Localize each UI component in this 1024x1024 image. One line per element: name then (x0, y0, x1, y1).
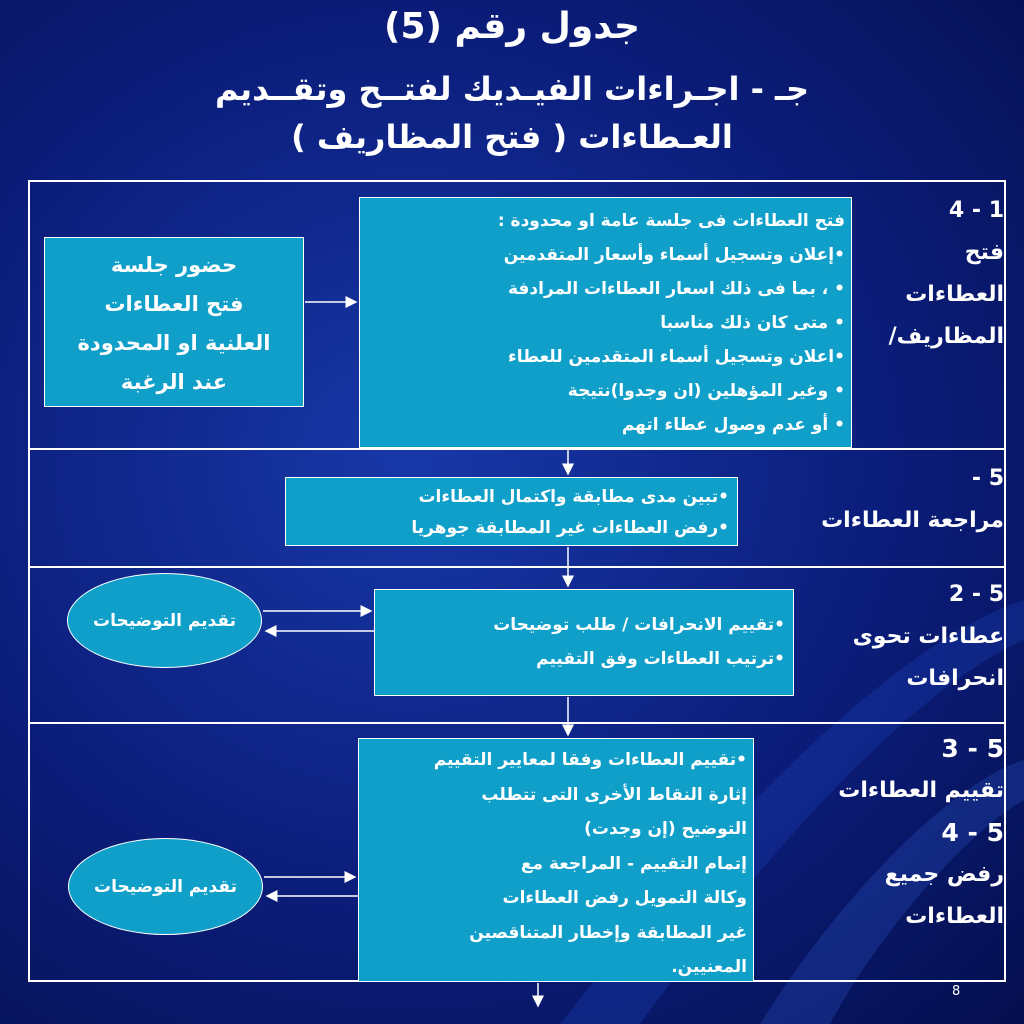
evaluation-box: •تقييم العطاءات وفقا لمعايير التقييم إثارة النقاط الأخرى التى تتطلب التوضيح (إن وجدت) إتمام التقييم - المراجعة مع وكالة التمويل رفض العطاءات غير المطابقة وإخطار المتناقصين المعنيين. (358, 738, 754, 982)
row-divider (28, 722, 1006, 724)
step-label-5-3-5-4: 5 - 3 تقييم العطاءات 5 - 4 رفض جميع العطاءات (838, 734, 1004, 929)
page-number: 8 (952, 984, 961, 999)
page-subtitle: العـطاءات ( فتح المظاريف ) (291, 118, 733, 156)
bid-review-box: •تبين مدى مطابقة واكتمال العطاءات •رفض العطاءات غير المطابقة جوهريا (285, 477, 738, 546)
attendance-box: حضور جلسة فتح العطاءات العلنية او المحدودة عند الرغبة (44, 237, 304, 407)
table-number-title: جدول رقم (5) (384, 6, 640, 47)
step-label-5: 5 - مراجعة العطاءات (821, 466, 1004, 533)
clarifications-ellipse-2: تقديم التوضيحات (68, 838, 263, 935)
row-divider (28, 448, 1006, 450)
step-label-4-1: 1 - 4 فتح العطاءات المظاريف/ (888, 198, 1004, 349)
deviations-box: •تقييم الانحرافات / طلب توضيحات •ترتيب العطاءات وفق التقييم (374, 589, 794, 696)
clarifications-ellipse: تقديم التوضيحات (67, 573, 262, 668)
page-title: جـ - اجـراءات الفيـديك لفتــح وتقــديم (214, 70, 810, 108)
step-label-5-2: 5 - 2 عطاءات تحوى انحرافات (852, 582, 1004, 691)
row-divider (28, 566, 1006, 568)
bid-opening-box: فتح العطاءات فى جلسة عامة او محدودة : •إعلان وتسجيل أسماء وأسعار المتقدمين • ، بما فى ذلك اسعار العطاءات المرادفة • متى كان ذلك مناسبا •اعلان وتسجيل أسماء المتقدمين للعطاء • وغير المؤهلين (ان وجدوا)نتيجة • أو عدم وصول عطاء اتهم (359, 197, 852, 448)
